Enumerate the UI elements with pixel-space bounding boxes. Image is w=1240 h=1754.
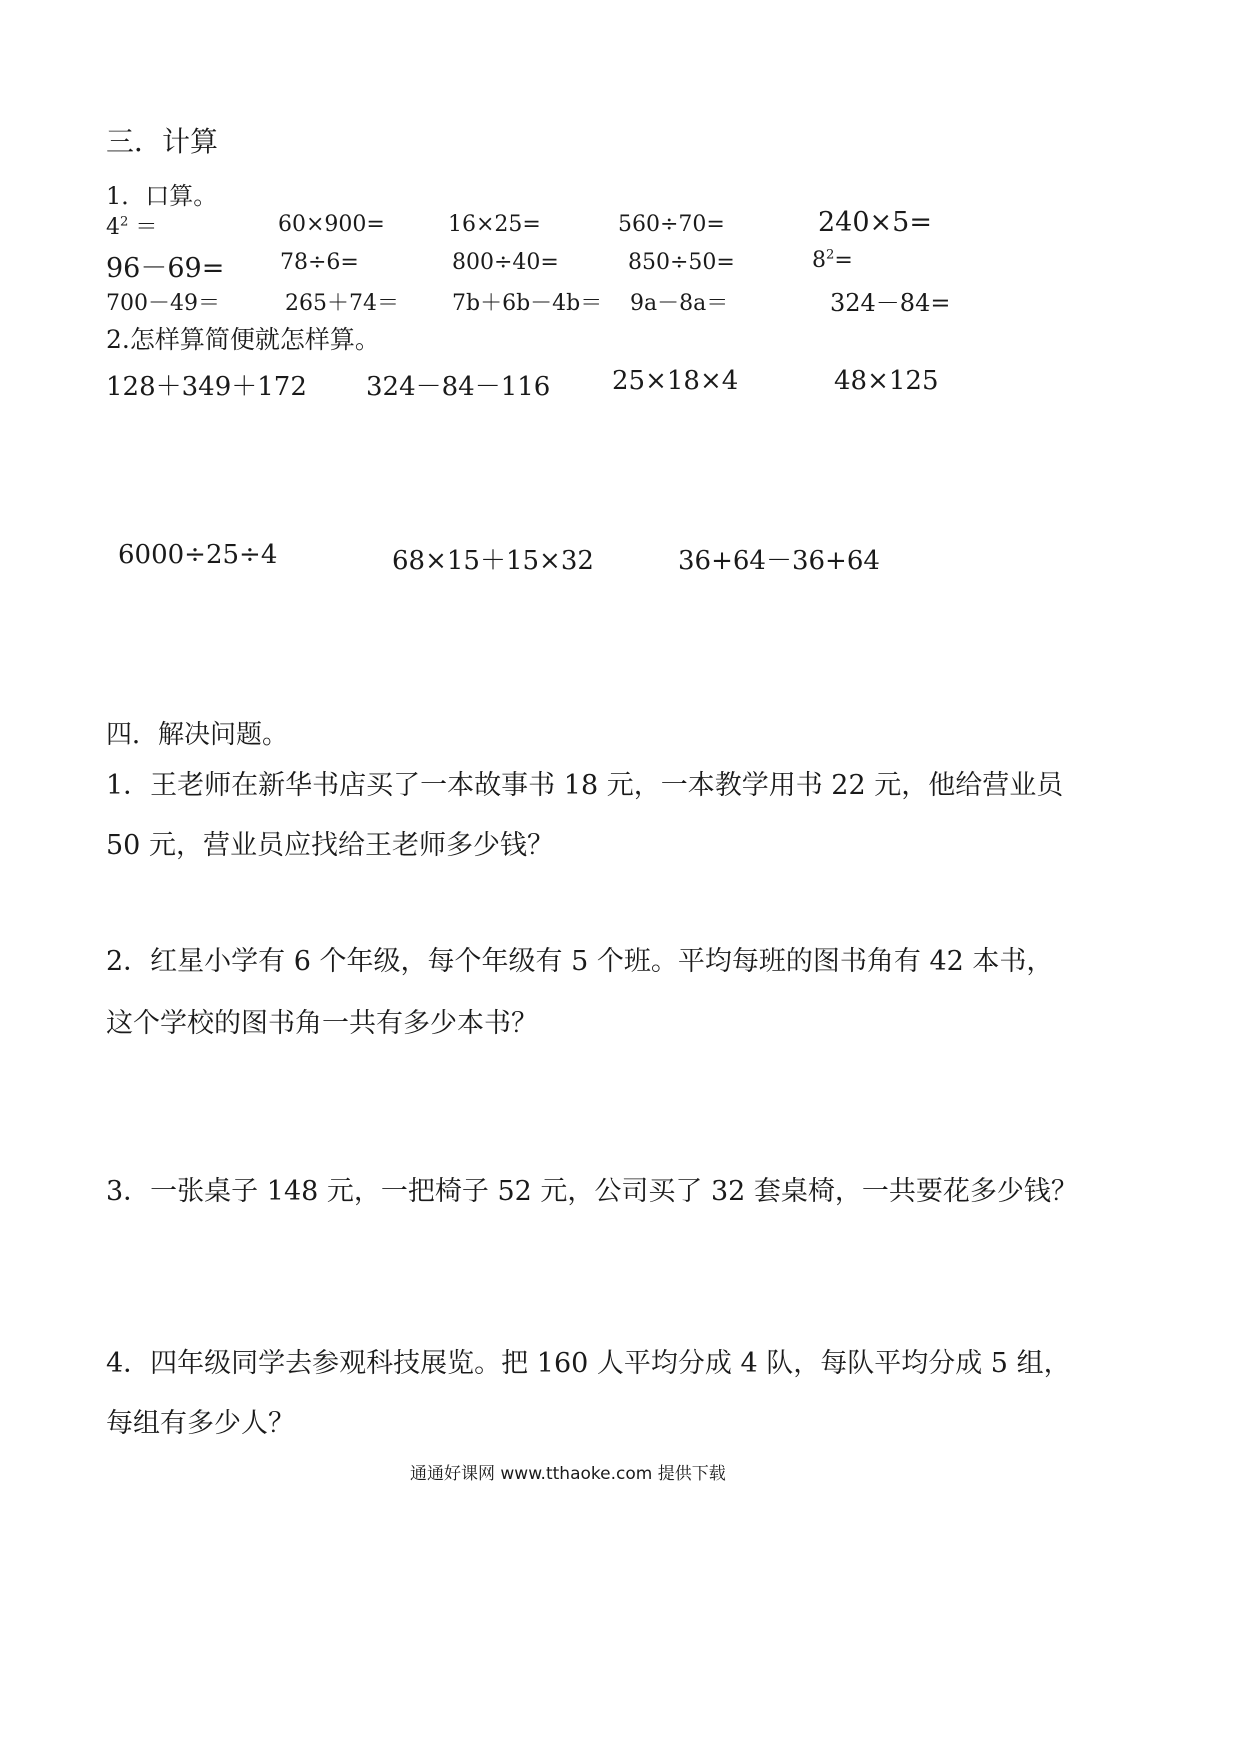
oral-item: 96－69= (106, 253, 225, 284)
oral-item-equals: ＝ (135, 215, 158, 240)
oral-item: 850÷50= (628, 250, 735, 275)
oral-item-equals: = (834, 248, 853, 273)
footer-credit: 通通好课网 www.tthaoke.com 提供下载 (410, 1464, 726, 1484)
simplify-item: 36+64－36+64 (678, 546, 880, 576)
oral-item: 800÷40= (452, 250, 559, 275)
problem-2-line-2: 这个学校的图书角一共有多少本书？ (106, 1008, 538, 1039)
problem-2-line-1: 2．红星小学有 6 个年级，每个年级有 5 个班。平均每班的图书角有 42 本书， (106, 946, 1054, 977)
exponent: 2 (826, 247, 835, 263)
exponent: 2 (120, 214, 129, 230)
simplify-item: 48×125 (834, 366, 939, 396)
oral-item: 78÷6= (280, 250, 359, 275)
oral-item: 7b＋6b－4b＝ (452, 291, 603, 316)
oral-item: 16×25= (448, 212, 541, 237)
problem-1-line-2: 50 元，营业员应找给王老师多少钱？ (106, 830, 554, 861)
oral-item: 324－84= (830, 289, 951, 317)
oral-item: 60×900= (278, 212, 385, 237)
oral-item-base: 4 (106, 215, 120, 240)
simplify-item: 25×18×4 (612, 366, 739, 396)
simplify-title: 2.怎样算简便就怎样算。 (106, 325, 380, 354)
oral-calc-title: 1．口算。 (106, 182, 218, 210)
oral-item-square-8 (812, 248, 853, 273)
oral-item: 700－49＝ (106, 291, 220, 316)
simplify-item: 128＋349＋172 (106, 372, 307, 402)
oral-item: 9a－8a＝ (630, 291, 729, 316)
problem-1-line-1: 1．王老师在新华书店买了一本故事书 18 元，一本教学用书 22 元，他给营业员 (106, 770, 1064, 801)
simplify-item: 6000÷25÷4 (118, 540, 278, 570)
oral-item-square-4 (106, 210, 157, 241)
simplify-item: 68×15＋15×32 (392, 546, 594, 576)
problem-3-line-1: 3．一张桌子 148 元，一把椅子 52 元，公司买了 32 套桌椅，一共要花多少钱？ (106, 1176, 1078, 1207)
simplify-item: 324－84－116 (366, 372, 551, 402)
oral-item: 560÷70= (618, 212, 725, 237)
problem-4-line-2: 每组有多少人？ (106, 1408, 295, 1439)
section-3-title: 三．计算 (106, 125, 219, 158)
oral-item: 265＋74＝ (285, 291, 399, 316)
section-4-title: 四．解决问题。 (106, 720, 289, 750)
problem-4-line-1: 4．四年级同学去参观科技展览。把 160 人平均分成 4 队，每队平均分成 5 组， (106, 1348, 1071, 1379)
oral-item: 240×5= (818, 207, 932, 238)
oral-item-base: 8 (812, 248, 826, 273)
